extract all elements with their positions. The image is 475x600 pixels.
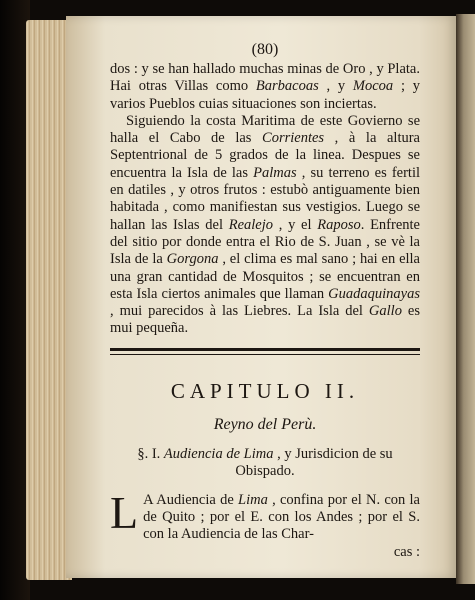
- rule-thick: [110, 348, 420, 351]
- chapter-title: CAPITULO II.: [170, 378, 360, 403]
- paragraph-3: L A Audiencia de Lima , confina por el N. con la de Quito ; por el E. con los Andes ; por el S. con la Audiencia de las Char-: [110, 486, 420, 543]
- drop-cap: L: [110, 486, 139, 538]
- paragraph-1: dos : y se han hallado muchas minas de Oro , y Plata. Hai otras Villas como Barbacoas , y Mocoa ; y varios Pueblos cuias situaciones son inciertas.: [110, 61, 420, 112]
- rule-thin: [110, 354, 420, 355]
- chapter-subtitle: Reyno del Perù.: [213, 415, 317, 433]
- double-rule: [110, 348, 420, 355]
- page-number: (80): [251, 41, 279, 58]
- paragraph-2: Siguiendo la costa Maritima de este Govierno se halla el Cabo de las Corrientes , à la altura Septentrional de 5 grados de la linea. Despues se encuentra la Isla de las Palmas , su terreno es fertil en datiles , y otros frutos : estubò antiguamente bien habitada , como manifiestan sus vestigios. Luego se hallan las Islas del Realejo , y el Raposo. Enfrente del sitio por donde entra el Rio de S. Juan , se vè la Isla de la Gorgona , el clima es mal sano ; hai en ella una gran cantidad de Mosquitos ; se encuentran en esta Isla ciertos animales que llaman Guadaquinayas , mui parecidos à las Liebres. La Isla del Gallo es mui pequeña.: [110, 112, 420, 337]
- facing-page-edge: [456, 14, 475, 584]
- catchword: cas :: [393, 543, 420, 560]
- page-content: [110, 42, 420, 561]
- section-heading: §. I. Audiencia de Lima , y Jurisdicion de su Obispado.: [137, 445, 393, 479]
